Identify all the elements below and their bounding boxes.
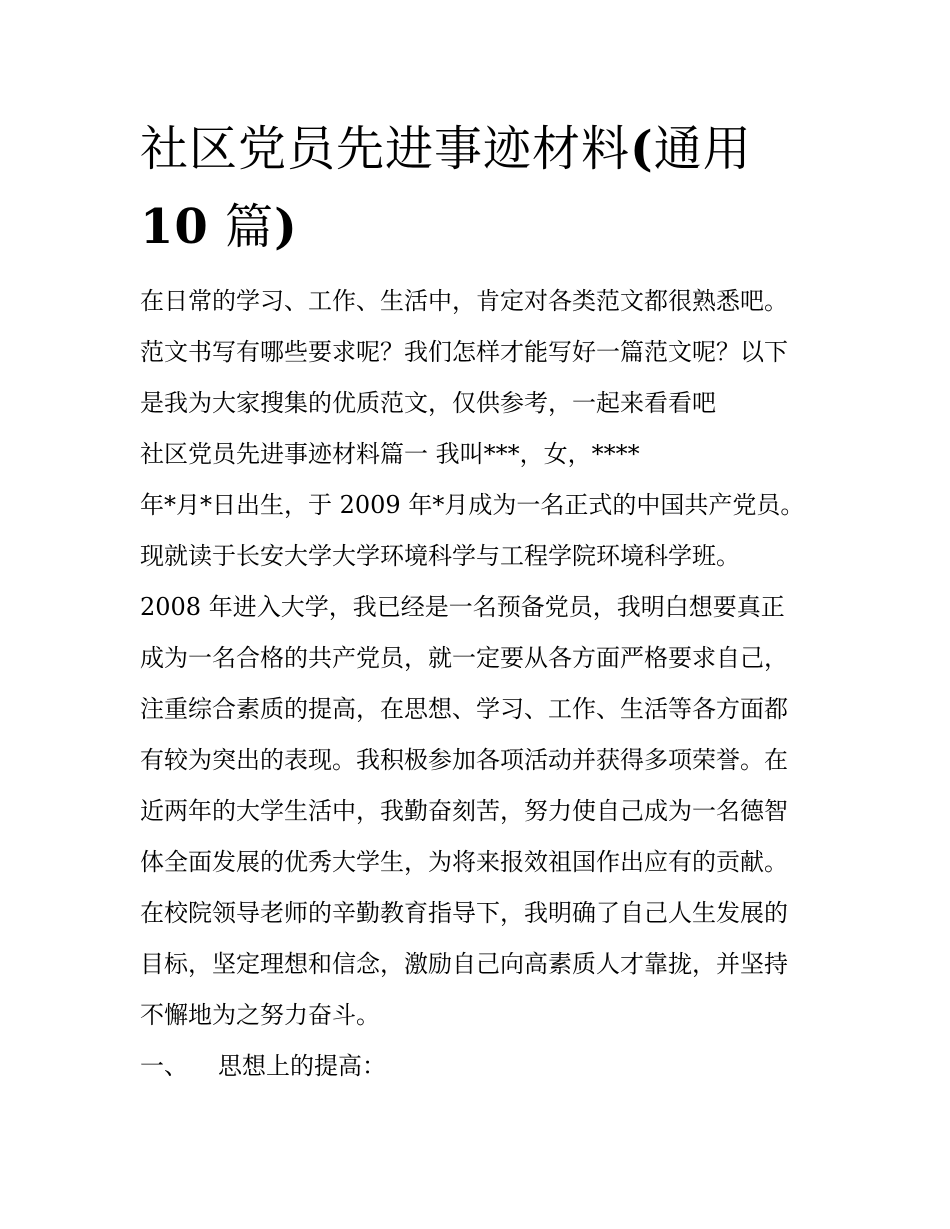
document-title bbox=[140, 110, 820, 266]
body-line: 社区党员先进事迹材料篇一 我叫***，女，**** bbox=[140, 440, 640, 468]
body-line: 目标，坚定理想和信念，激励自己向高素质人才靠拢，并坚持 bbox=[140, 950, 788, 978]
body-line: 有较为突出的表现。我积极参加各项活动并获得多项荣誉。在 bbox=[140, 746, 788, 774]
title-text: 社区党员先进事迹材料 bbox=[140, 121, 631, 177]
title-line-1 bbox=[140, 110, 820, 188]
title-open-paren: ( bbox=[630, 121, 654, 177]
document-page bbox=[140, 110, 820, 1092]
title-line-2 bbox=[140, 188, 820, 266]
title-number: 10 bbox=[140, 199, 209, 255]
section-heading-text: 思想上的提高： bbox=[218, 1052, 386, 1080]
title-close-paren: ) bbox=[274, 199, 298, 255]
title-text-2: 篇 bbox=[208, 199, 275, 255]
body-line: 范文书写有哪些要求呢？我们怎样才能写好一篇范文呢？以下 bbox=[140, 338, 788, 366]
body-line: 是我为大家搜集的优质范文，仅供参考，一起来看看吧 bbox=[140, 389, 716, 417]
body-line: 注重综合素质的提高，在思想、学习、工作、生活等各方面都 bbox=[140, 695, 788, 723]
body-line: 近两年的大学生活中，我勤奋刻苦，努力使自己成为一名德智 bbox=[140, 797, 788, 825]
body-line: 在校院领导老师的辛勤教育指导下，我明确了自己人生发展的 bbox=[140, 899, 788, 927]
title-text-end: 通用 bbox=[653, 121, 752, 177]
section-number: 一、 bbox=[140, 1052, 188, 1080]
document-body bbox=[140, 276, 820, 1092]
body-line: 在日常的学习、工作、生活中，肯定对各类范文都很熟悉吧。 bbox=[140, 287, 788, 315]
body-line: 年*月*日出生，于 2009 年*月成为一名正式的中国共产党员。 bbox=[140, 491, 805, 519]
body-line: 不懈地为之努力奋斗。 bbox=[140, 1001, 380, 1029]
body-line: 现就读于长安大学大学环境科学与工程学院环境科学班。 bbox=[140, 542, 740, 570]
section-heading bbox=[140, 1041, 820, 1092]
body-line: 成为一名合格的共产党员，就一定要从各方面严格要求自己， bbox=[140, 644, 788, 672]
body-line: 2008 年进入大学，我已经是一名预备党员，我明白想要真正 bbox=[140, 593, 785, 621]
body-line: 体全面发展的优秀大学生，为将来报效祖国作出应有的贡献。 bbox=[140, 848, 788, 876]
